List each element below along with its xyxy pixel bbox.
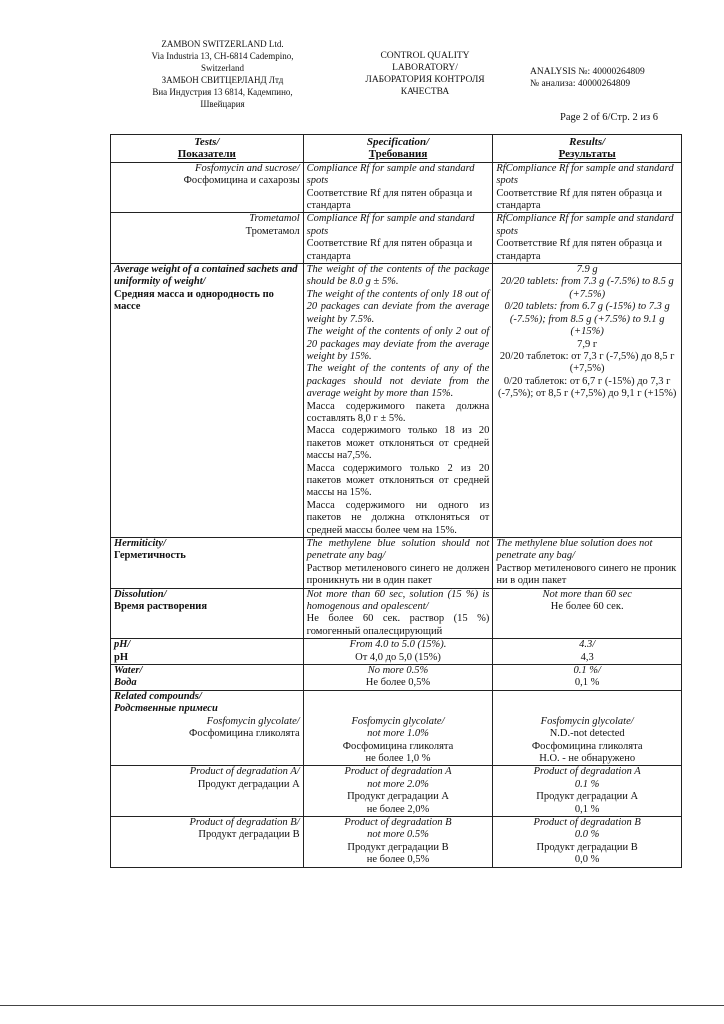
analysis-number-en: ANALYSIS №: 40000264809 (530, 67, 645, 77)
header-results-ru: Результаты (558, 148, 616, 161)
result-text-ru: 20/20 таблеток: от 7,3 г (-7,5%) до 8,5 г (+7,5%) (499, 350, 675, 375)
table-row (111, 639, 682, 665)
result-text-en: Product of degradation B (533, 816, 641, 828)
spec-text-ru: Масса содержимого ни одного из пакетов не должна отклоняться от средней массы более чем на 15%. (306, 499, 490, 536)
result-text-ru: Н.О. - не обнаружено (539, 752, 636, 764)
lab-line-1: CONTROL QUALITY (380, 51, 470, 61)
spec-text-ru: Продукт деградации А (347, 791, 449, 803)
spec-cell (303, 639, 493, 665)
analysis-number-ru: № анализа: 40000264809 (530, 79, 631, 89)
spec-text-ru: Не более 60 сек. раствор (15 %) гомогенный опалесцирующий (306, 613, 490, 637)
spec-text-en: Product of degradation A (344, 766, 452, 778)
company-country-en: Switzerland (201, 63, 244, 73)
header-results-en: Results/ (569, 136, 606, 148)
result-text-ru: Раствор метиленового синего не проник ни в один пакет (496, 562, 677, 587)
header-results (493, 135, 682, 163)
spec-text-ru: Масса содержимого только 18 из 20 пакетов может отклоняться от средней массы на7,5%. (306, 425, 490, 462)
result-text-en: Product of degradation A (533, 766, 641, 778)
table-header-row (111, 135, 682, 163)
header-tests-ru: Показатели (177, 148, 236, 161)
spec-cell (303, 690, 493, 765)
spec-text-ru: От 4,0 до 5,0 (15%) (355, 651, 441, 663)
spec-text-en: The methylene blue solution should not penetrate any bag/ (306, 538, 490, 562)
test-name-en: pH/ (114, 639, 131, 651)
header-tests (111, 135, 304, 163)
result-text-en: RfCompliance Rf for sample and standard spots (496, 162, 674, 187)
spec-text-ru: не более 1,0 % (365, 752, 431, 764)
test-name-ru: Средняя масса и однородность по массе (114, 288, 274, 313)
result-text-ru: 0,0 % (574, 854, 600, 866)
spec-text-en: Not more than 60 sec, solution (15 %) is homogenous and opalescent/ (306, 588, 490, 613)
test-name-ru: Вода (114, 677, 137, 689)
spec-text-en: Product of degradation B (344, 816, 452, 828)
result-cell (493, 665, 682, 691)
result-text-ru: Продукт деградации В (536, 841, 638, 853)
spec-text-en: not more 1.0% (367, 728, 429, 740)
result-cell (493, 264, 682, 538)
footer-divider (0, 1005, 724, 1006)
test-cell (111, 213, 304, 264)
lab-header (355, 50, 495, 98)
spec-text-en: The weight of the contents of only 2 out of 20 packages may deviate from the average weight by 15%. (306, 326, 490, 362)
spec-text-ru: Соответствие Rf для пятен образца и стандарта (306, 187, 473, 212)
company-country-ru: Швейцария (200, 99, 245, 109)
table-row (111, 665, 682, 691)
header-spec-en: Specification/ (366, 136, 430, 148)
test-cell (111, 639, 304, 665)
page-number: Page 2 of 6/Стр. 2 из 6 (560, 112, 659, 123)
result-cell (493, 639, 682, 665)
test-cell (111, 816, 304, 867)
company-name-ru: ЗАМБОН СВИТЦЕРЛАНД Лтд (161, 75, 284, 85)
lab-line-2: LABORATORY/ (392, 63, 458, 73)
company-header (130, 38, 315, 110)
spec-text-ru: Продукт деградации В (347, 841, 449, 853)
test-name-ru: Трометамол (245, 225, 300, 237)
test-cell (111, 665, 304, 691)
spec-cell (303, 213, 493, 264)
result-text-ru: 4,3 (580, 651, 594, 663)
spec-text-ru: Соответствие Rf для пятен образца и стандарта (306, 238, 473, 262)
test-name-en: Fosfomycin and sucrose/ (195, 162, 300, 174)
subtest-name-en: Product of degradation A/ (189, 766, 300, 778)
result-text-en: Fosfomycin glycolate/ (540, 715, 634, 727)
result-text-en: 0.1 % (574, 778, 600, 790)
spec-text-ru: не более 2,0% (366, 803, 430, 815)
subtest-name-en: Product of degradation B/ (189, 816, 300, 828)
result-text-en: 4.3/ (579, 639, 596, 651)
spec-text-en: Compliance Rf for sample and standard spots (306, 213, 475, 237)
spec-cell (303, 766, 493, 817)
result-cell (493, 213, 682, 264)
spec-text-en: From 4.0 to 5.0 (15%). (349, 639, 447, 651)
result-text-ru: 0,1 % (574, 677, 600, 689)
result-text-en: RfCompliance Rf for sample and standard spots (496, 213, 674, 237)
test-name-en: Water/ (114, 665, 143, 677)
table-row (111, 816, 682, 867)
result-text-en: N.D.-not detected (549, 728, 625, 740)
header-spec-ru: Требования (368, 148, 428, 161)
result-text-ru: 0/20 таблеток: от 6,7 г (-15%) до 7,3 г (-7,5%); от 8,5 г (+7,5%) до 9,1 г (+15%) (497, 375, 677, 400)
table-row (111, 162, 682, 213)
spec-text-en: No more 0.5% (367, 665, 429, 677)
result-text-ru: Продукт деградации А (536, 791, 639, 803)
subtest-name-en: Fosfomycin glycolate/ (206, 715, 300, 727)
table-row (111, 538, 682, 589)
subtest-name-ru: Фосфомицина гликолята (189, 728, 300, 740)
result-text-en: 0.0 % (574, 829, 600, 841)
spec-text-en: Compliance Rf for sample and standard spots (306, 162, 475, 187)
result-text-en: 7.9 g (576, 264, 598, 276)
lab-line-4: КАЧЕСТВА (400, 87, 450, 97)
test-cell (111, 588, 304, 639)
header-specification (303, 135, 493, 163)
spec-text-ru: Фосфомицина гликолята (342, 740, 454, 752)
spec-text-ru: Раствор метиленового синего не должен проникнуть ни в один пакет (306, 562, 490, 587)
spec-text-en: not more 2.0% (367, 778, 429, 790)
result-cell (493, 766, 682, 817)
result-cell (493, 538, 682, 589)
subtest-name-ru: Продукт деградации А (197, 778, 300, 790)
table-row (111, 213, 682, 264)
spec-text-en: The weight of the contents of only 18 out of 20 packages can deviate from the average weight by 7.5%. (306, 288, 490, 325)
result-text-ru: 0,1 % (574, 803, 600, 815)
table-row (111, 766, 682, 817)
test-name-ru: Герметичность (114, 550, 186, 562)
spec-text-ru: не более 0,5% (366, 854, 430, 866)
test-name-en: Related compounds/ (114, 690, 202, 702)
test-cell (111, 690, 304, 765)
header-tests-en: Tests/ (194, 136, 220, 148)
spec-text-en: The weight of the contents of any of the packages should not deviate from the average weight by more than 15%. (306, 363, 490, 400)
result-text-ru: Соответствие Rf для пятен образца и стандарта (496, 187, 662, 212)
table-row (111, 690, 682, 765)
spec-text-ru: Не более 0,5% (365, 677, 431, 689)
spec-text-en: The weight of the contents of the package should be 8.0 g ± 5%. (306, 264, 490, 288)
result-cell (493, 690, 682, 765)
company-name-en: ZAMBON SWITZERLAND Ltd. (161, 39, 284, 49)
test-name-ru: pH (114, 651, 129, 663)
table-row (111, 588, 682, 639)
test-name-en: Trometamol (249, 213, 300, 225)
test-cell (111, 162, 304, 213)
analysis-number (530, 66, 690, 90)
spec-text-ru: Масса содержимого только 2 из 20 пакетов может отклоняться от средней массы на 15%. (306, 462, 490, 499)
spec-cell (303, 665, 493, 691)
lab-line-3: ЛАБОРАТОРИЯ КОНТРОЛЯ (365, 75, 485, 85)
result-text-en: 0.1 %/ (573, 665, 601, 677)
subtest-name-ru: Продукт деградации В (198, 829, 300, 841)
result-text-ru: Фосфомицина гликолята (531, 740, 643, 752)
test-name-en: Dissolution/ (114, 588, 167, 600)
spec-text-ru: Масса содержимого пакета должна составлять 8,0 г ± 5%. (306, 400, 490, 424)
result-text-ru: 7,9 г (577, 338, 598, 350)
result-text-en: 0/20 tablets: from 6.7 g (-15%) to 7.3 g (-7.5%); from 8.5 g (+7.5%) to 9.1 g (+15%) (504, 301, 670, 338)
test-cell (111, 264, 304, 538)
result-cell (493, 816, 682, 867)
test-name-en: Hermiticity/ (114, 538, 166, 549)
company-address-en: Via Industria 13, CH-6814 Cadempino, (151, 51, 294, 61)
test-name-ru: Время растворения (114, 601, 207, 613)
spec-cell (303, 264, 493, 538)
company-address-ru: Виа Индустрия 13 6814, Кадемпино, (152, 87, 293, 97)
result-text-en: Not more than 60 sec (542, 588, 632, 600)
table-row (111, 264, 682, 538)
spec-text-en: Fosfomycin glycolate/ (351, 715, 445, 727)
result-text-en: The methylene blue solution does not penetrate any bag/ (496, 538, 653, 562)
spec-cell (303, 816, 493, 867)
result-text-ru: Не более 60 сек. (550, 601, 624, 613)
result-text-ru: Соответствие Rf для пятен образца и стандарта (496, 238, 662, 262)
result-cell (493, 162, 682, 213)
result-text-en: 20/20 tablets: from 7.3 g (-7.5%) to 8.5 g (+7.5%) (500, 276, 674, 300)
spec-cell (303, 162, 493, 213)
test-name-en: Average weight of a contained sachets and uniformity of weight/ (114, 264, 298, 288)
test-cell (111, 538, 304, 589)
test-name-ru: Фосфомицина и сахарозы (183, 175, 300, 187)
spec-cell (303, 588, 493, 639)
spec-text-en: not more 0.5% (367, 829, 429, 841)
results-table (110, 134, 682, 868)
result-cell (493, 588, 682, 639)
test-cell (111, 766, 304, 817)
spec-cell (303, 538, 493, 589)
test-name-ru: Родственные примеси (114, 703, 218, 715)
